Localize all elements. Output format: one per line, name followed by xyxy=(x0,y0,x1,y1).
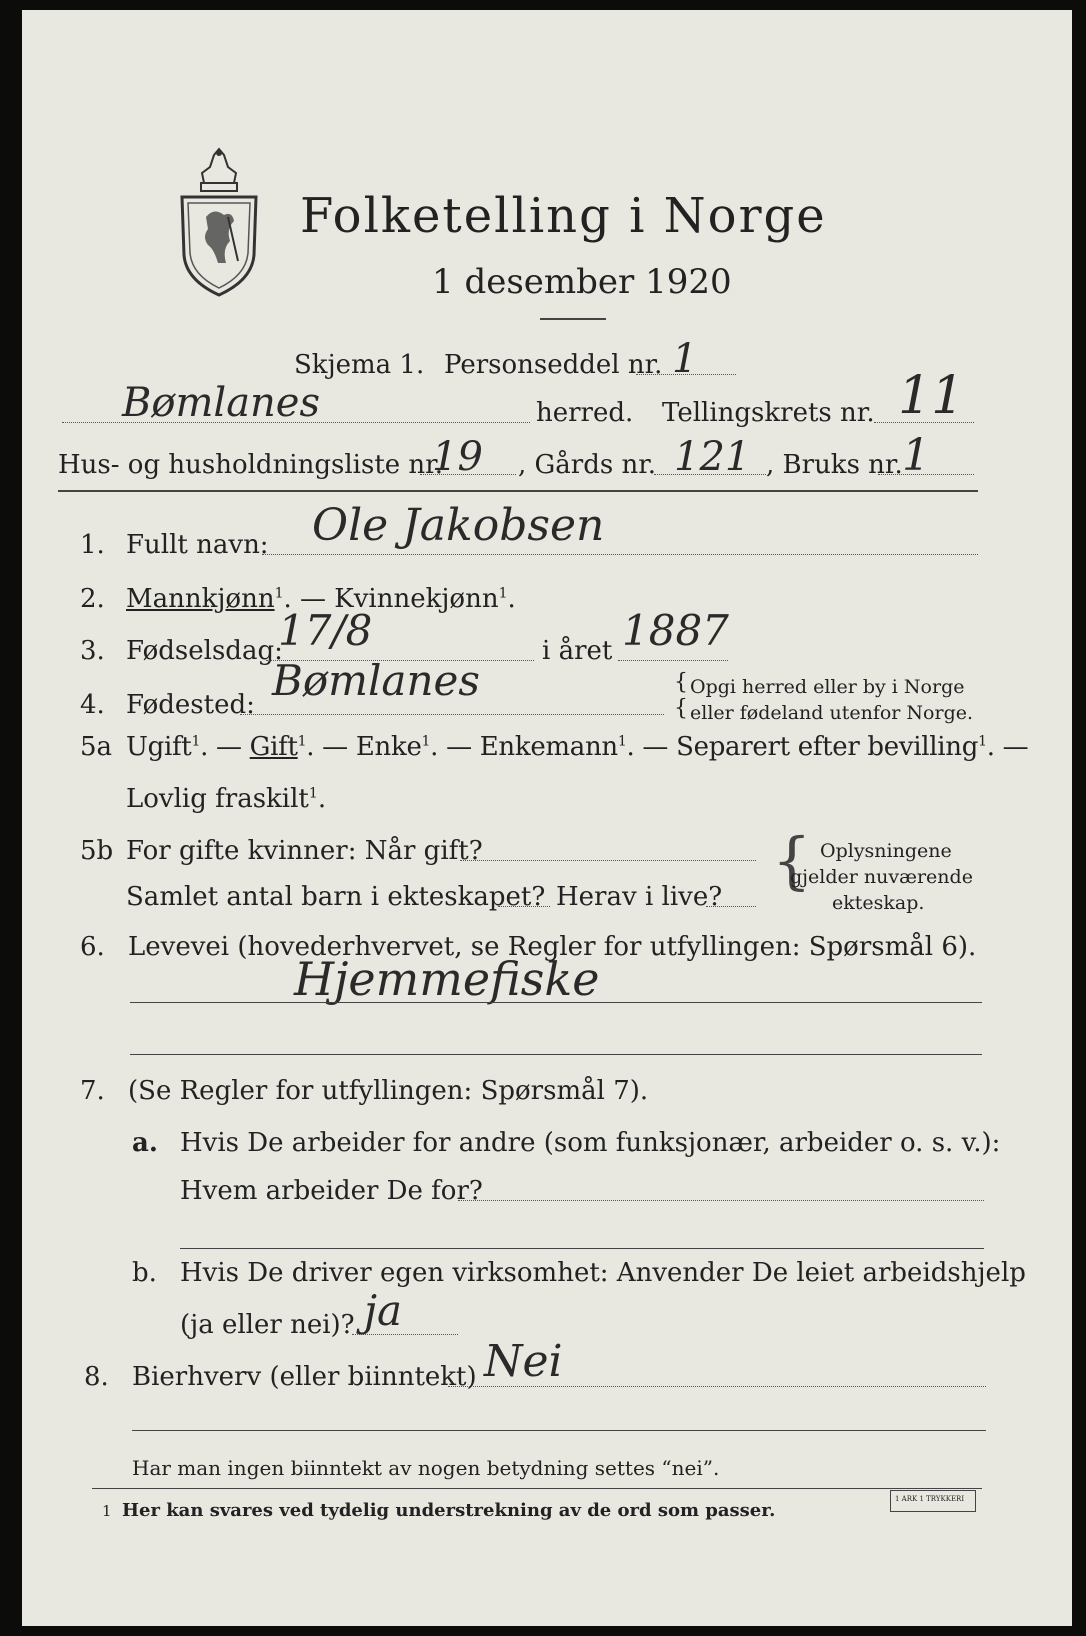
q1-label: Fullt navn: xyxy=(126,530,269,560)
census-form-sheet xyxy=(22,10,1072,1626)
q1-value: Ole Jakobsen xyxy=(312,500,605,551)
q4-number: 4. xyxy=(80,690,105,720)
q5b-note-line3: ekteskap. xyxy=(832,892,925,914)
q5b-note-line2: gjelder nuværende xyxy=(790,866,973,888)
q5b-line2a-fill xyxy=(498,906,550,907)
q5a-enkemann: Enkemann xyxy=(479,732,618,762)
q3-year-value: 1887 xyxy=(622,606,729,655)
q6-line1 xyxy=(130,1002,982,1003)
q8-value: Nei xyxy=(484,1336,563,1387)
q3-year-line xyxy=(618,660,728,661)
q3-label: Fødselsdag: xyxy=(126,636,283,666)
q5a-gift: Gift xyxy=(249,732,298,762)
q5b-note-line1: Oplysningene xyxy=(820,840,952,862)
q5b-line1-fill xyxy=(460,860,756,861)
q5a-number: 5a xyxy=(80,732,113,762)
q7b-value: ja xyxy=(364,1286,403,1335)
q7a-text: Hvis De arbeider for andre (som funksjonær, arbeider o. s. v.): xyxy=(180,1128,1001,1158)
tellingskrets-value: 11 xyxy=(898,366,965,426)
title-divider xyxy=(540,318,606,320)
q7b-text: Hvis De driver egen virksomhet: Anvender De leiet arbeidshjelp xyxy=(180,1258,1026,1288)
q5b-line2b-fill xyxy=(706,906,756,907)
q5b-line2b: Herav i live? xyxy=(556,882,723,912)
q5b-line1: For gifte kvinner: Når gift? xyxy=(126,836,483,866)
gards-label: , Gårds nr. xyxy=(518,450,657,480)
q2-male: Mannkjønn xyxy=(126,584,275,614)
q5a-fraskilt: Lovlig fraskilt$^1$. xyxy=(126,784,327,814)
q4-line xyxy=(240,714,664,715)
q8-label: Bierhverv (eller biinntekt) xyxy=(132,1362,477,1392)
q1-line xyxy=(262,554,978,555)
gards-value: 121 xyxy=(674,434,751,480)
q8-line2 xyxy=(132,1430,986,1431)
q2-number: 2. xyxy=(80,584,105,614)
q7b-letter: b. xyxy=(132,1258,157,1288)
printer-stamp: 1 ARK 1 TRYKKERI xyxy=(890,1490,976,1512)
skjema-label: Skjema 1. xyxy=(294,350,425,380)
q7b-question: (ja eller nei)? xyxy=(180,1310,355,1340)
header-divider xyxy=(58,490,978,492)
personseddel-value: 1 xyxy=(672,336,698,382)
q6-value: Hjemmefiske xyxy=(294,952,600,1006)
q7a-line2 xyxy=(180,1248,984,1249)
coat-of-arms-icon xyxy=(174,145,264,305)
q6-number: 6. xyxy=(80,932,105,962)
hus-label: Hus- og husholdningsliste nr. xyxy=(58,450,444,480)
q4-label: Fødested: xyxy=(126,690,255,720)
q5b-number: 5b xyxy=(80,836,114,866)
q4-note-brace-2: { xyxy=(674,696,688,721)
census-date: 1 desember 1920 xyxy=(432,262,732,302)
q4-value: Bømlanes xyxy=(272,656,480,705)
q8-number: 8. xyxy=(84,1362,109,1392)
q5a-ugift: Ugift xyxy=(126,732,192,762)
q2-female: Kvinnekjønn xyxy=(334,584,499,614)
q6-line2 xyxy=(130,1054,982,1055)
tellingskrets-label: Tellingskrets nr. xyxy=(662,398,875,428)
q4-note-line1: Opgi herred eller by i Norge xyxy=(690,676,965,698)
q5b-line2a: Samlet antal barn i ekteskapet? xyxy=(126,882,546,912)
q1-number: 1. xyxy=(80,530,105,560)
herred-value: Bømlanes xyxy=(122,380,321,426)
footer-note: Har man ingen biinntekt av nogen betydning settes “nei”. xyxy=(132,1456,720,1480)
bruks-label: , Bruks nr. xyxy=(766,450,903,480)
footnote-number: 1 xyxy=(102,1502,112,1520)
q3-number: 3. xyxy=(80,636,105,666)
q7-number: 7. xyxy=(80,1076,105,1106)
q3-year-label: i året xyxy=(542,636,613,666)
q7a-line xyxy=(458,1200,984,1201)
q7a-letter: a. xyxy=(132,1128,158,1158)
q5b-note-brace: { xyxy=(772,824,812,897)
q2-options: Mannkjønn$^1$. — Kvinnekjønn$^1$. xyxy=(126,584,516,614)
q4-note-line2: eller fødeland utenfor Norge. xyxy=(690,702,974,724)
q7a-question: Hvem arbeider De for? xyxy=(180,1176,483,1206)
personseddel-label: Personseddel nr. xyxy=(444,350,663,380)
footer-divider xyxy=(92,1488,982,1489)
q5a-separert: Separert efter bevilling xyxy=(676,732,979,762)
form-title: Folketelling i Norge xyxy=(300,188,827,244)
herred-label: herred. xyxy=(536,398,634,428)
hus-value: 19 xyxy=(432,434,483,480)
q7-label: (Se Regler for utfyllingen: Spørsmål 7). xyxy=(128,1076,649,1106)
q3-day-value: 17/8 xyxy=(278,606,373,655)
bruks-value: 1 xyxy=(902,430,930,481)
footnote-text: Her kan svares ved tydelig understrekning av de ord som passer. xyxy=(122,1500,776,1521)
q5a-enke: Enke xyxy=(355,732,422,762)
q5a-options: Ugift$^1$. — Gift$^1$. — Enke$^1$. — Enkemann$^1$. — Separert efter bevilling$^1$. — xyxy=(126,732,1029,762)
q4-note-brace: { xyxy=(674,670,688,695)
q6-label: Levevei (hovederhvervet, se Regler for utfyllingen: Spørsmål 6). xyxy=(128,932,977,962)
